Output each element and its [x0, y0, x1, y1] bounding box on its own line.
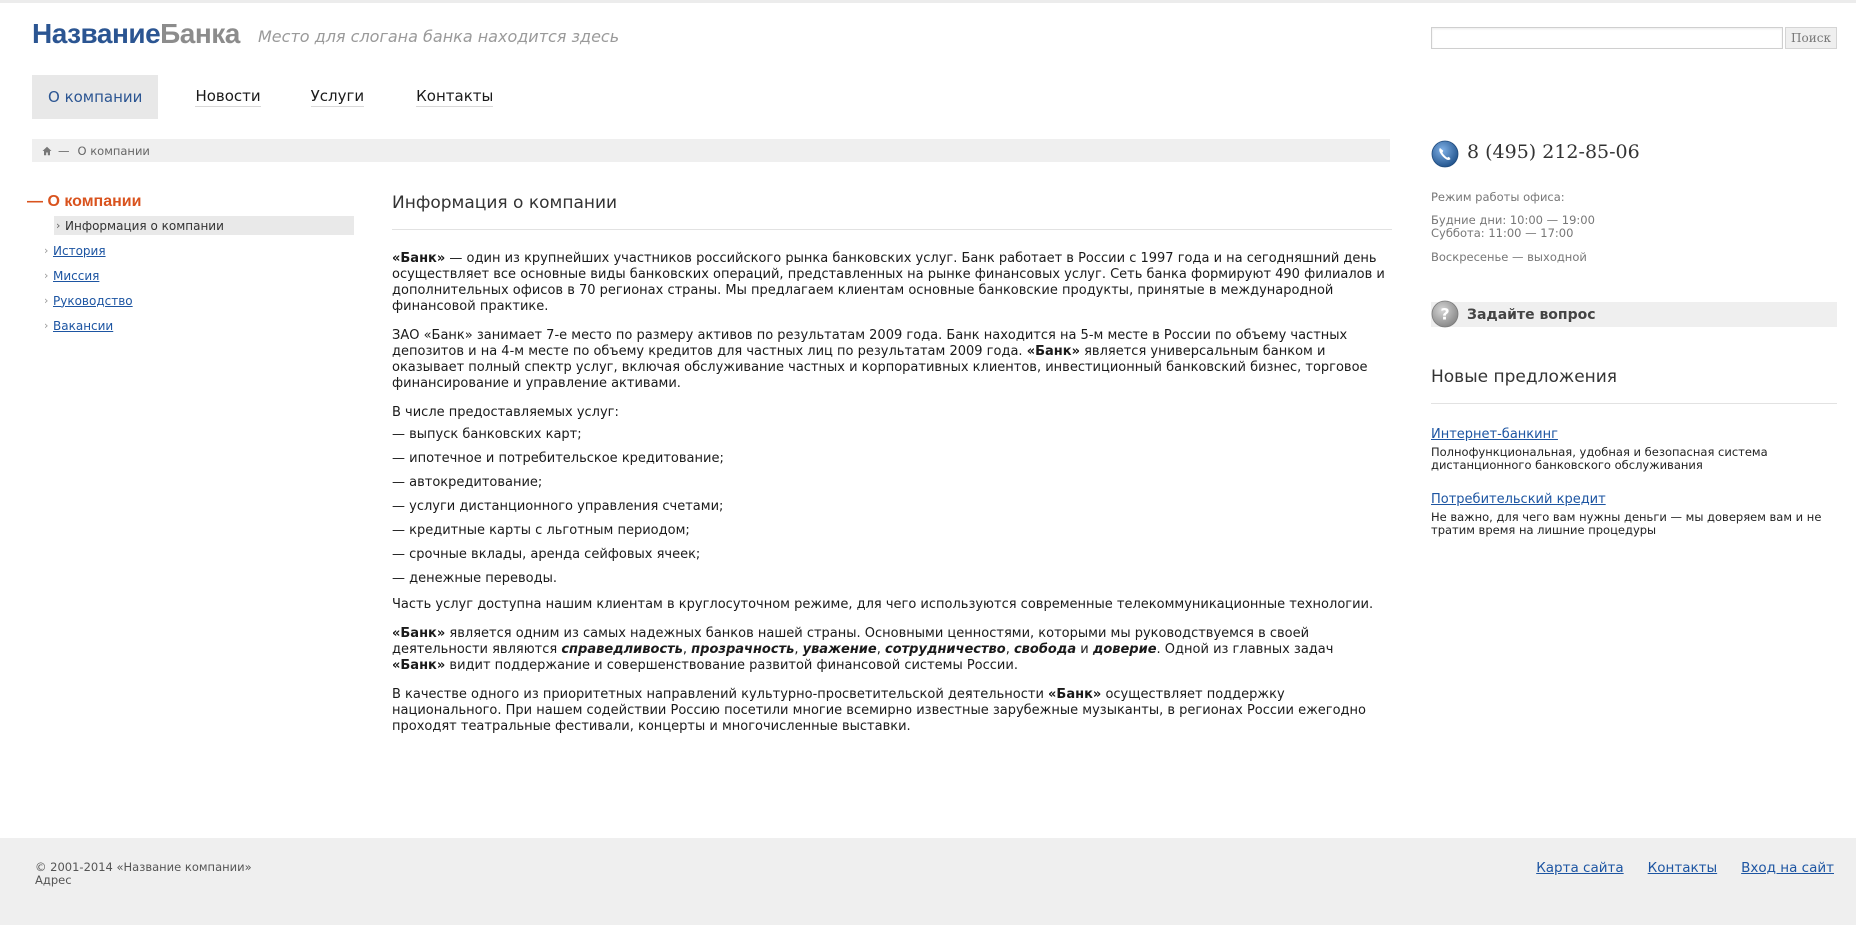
comma: ,	[794, 642, 803, 657]
copyright	[35, 861, 252, 887]
sidebar-item-label[interactable]: Вакансии	[53, 318, 114, 333]
breadcrumb-separator: —	[58, 143, 70, 158]
service-item: — услуги дистанционного управления счетами;	[392, 499, 724, 514]
sidebar-item-label[interactable]: История	[53, 243, 106, 258]
offer-item	[1431, 492, 1837, 537]
hours-weekdays: Будние дни: 10:00 — 19:00	[1431, 213, 1595, 227]
offer-description: Полнофункциональная, удобная и безопасная система дистанционного банковского обслуживания	[1431, 445, 1768, 472]
offer-item	[1431, 427, 1837, 472]
chevron-right-icon: ›	[44, 294, 49, 307]
sidebar-item-history[interactable]	[44, 241, 354, 260]
paragraph-24h: Часть услуг доступна нашим клиентам в круглосуточном режиме, для чего используются современные телекоммуникационные технологии.	[392, 597, 1374, 612]
bank-name-bold: «Банк»	[392, 658, 446, 673]
chevron-right-icon: ›	[56, 219, 61, 232]
comma: ,	[1005, 642, 1014, 657]
paragraph-intro	[392, 251, 1387, 315]
offer-description: Не важно, для чего вам нужны деньги — мы доверяем вам и не тратим время на лишние процедуры	[1431, 510, 1822, 537]
sidebar-item-label[interactable]: Руководство	[53, 293, 133, 308]
svg-text:?: ?	[1440, 304, 1450, 323]
nav-item-label: Новости	[195, 87, 261, 105]
phone-icon	[1431, 140, 1459, 168]
sidebar-item-management[interactable]	[44, 291, 354, 310]
offer-link-consumer-credit[interactable]: Потребительский кредит	[1431, 492, 1606, 507]
home-icon[interactable]	[42, 146, 52, 156]
breadcrumb	[32, 139, 1390, 162]
service-item: — выпуск банковских карт;	[392, 427, 582, 442]
chevron-right-icon: ›	[44, 244, 49, 257]
bank-logo[interactable]	[32, 18, 240, 50]
bank-name-bold: «Банк»	[392, 626, 446, 641]
search-button[interactable]: Поиск	[1785, 27, 1837, 49]
nav-item-label: Контакты	[416, 87, 494, 105]
paragraph-text: В качестве одного из приоритетных направлений культурно-просветительской деятельности	[392, 687, 1049, 702]
sidebar-menu	[44, 216, 354, 341]
footer-links	[1536, 860, 1834, 876]
nav-item-news[interactable]	[195, 75, 260, 119]
footer-address: Адрес	[35, 873, 72, 887]
footer-link-contacts[interactable]: Контакты	[1647, 860, 1718, 876]
top-border	[0, 0, 1856, 3]
service-item: — кредитные карты с льготным периодом;	[392, 523, 690, 538]
value-cooperation: сотрудничество	[885, 642, 1006, 657]
logo-part-2: Банка	[160, 18, 240, 49]
service-item: — автокредитование;	[392, 475, 543, 490]
chevron-right-icon: ›	[44, 269, 49, 282]
ask-question-button[interactable]	[1431, 302, 1837, 327]
service-item: — срочные вклады, аренда сейфовых ячеек;	[392, 547, 701, 562]
nav-item-contacts[interactable]	[416, 75, 493, 119]
service-item: — ипотечное и потребительское кредитование;	[392, 451, 724, 466]
bank-name-bold: «Банк»	[1026, 344, 1080, 359]
service-item: — денежные переводы.	[392, 571, 557, 586]
services-intro: В числе предоставляемых услуг:	[392, 405, 619, 420]
bank-name-bold: «Банк»	[392, 251, 446, 266]
phone-number: 8 (495) 212-85-06	[1467, 141, 1640, 163]
footer-link-sitemap[interactable]: Карта сайта	[1536, 860, 1624, 876]
office-hours-title: Режим работы офиса:	[1431, 190, 1565, 204]
hours-saturday: Суббота: 11:00 — 17:00	[1431, 226, 1574, 240]
main-nav	[32, 75, 493, 119]
logo-part-1: Название	[32, 18, 161, 49]
sidebar-item-info[interactable]	[54, 216, 354, 235]
paragraph-text: видит поддержание и совершенствование развитой финансовой системы России.	[445, 658, 1018, 673]
page-title: Информация о компании	[392, 193, 1392, 230]
sidebar-item-label[interactable]: Миссия	[53, 268, 100, 283]
comma: ,	[876, 642, 885, 657]
paragraph-text: является одним из самых надежных банков нашей страны. Основными ценностями, которыми мы руководствуемся в своей деятельности являются	[392, 626, 1310, 657]
paragraph-values	[392, 626, 1387, 674]
value-transparency: прозрачность	[691, 642, 795, 657]
value-justice: справедливость	[561, 642, 683, 657]
paragraph-text: — один из крупнейших участников российского рынка банковских услуг. Банк работает в России с 1997 года и на сегодняшний день осуществляет все основные виды банковских операций, представленных на рынке финансовых услуг. Сеть банка формируют 490 филиалов и дополнительных офисов в 70 регионах страны. Мы предлагаем клиентам основные банковские продукты, принятые в международной финансовой практике.	[392, 251, 1385, 314]
nav-item-label: О компании	[48, 87, 143, 106]
nav-item-services[interactable]	[311, 75, 364, 119]
paragraph-culture	[392, 687, 1387, 735]
nav-item-about[interactable]	[32, 75, 158, 119]
paragraph-ranking	[392, 328, 1387, 392]
footer-link-login[interactable]: Вход на сайт	[1741, 860, 1834, 876]
offer-link-internet-banking[interactable]: Интернет-банкинг	[1431, 427, 1558, 442]
comma: ,	[682, 642, 692, 657]
office-hours-sunday: Воскресенье — выходной	[1431, 250, 1587, 264]
paragraph-text: осуществляет поддержку национального. При нашем содействии Россию посетили многие всемирно известные зарубежные музыканты, в регионах России ежегодно проходят театральные фестивали, концерты и многочисленные выставки.	[392, 687, 1366, 734]
new-offers-title: Новые предложения	[1431, 367, 1837, 404]
value-trust: доверие	[1092, 642, 1157, 657]
paragraph-text: является универсальным банком и оказывает полный спектр услуг, включая обслуживание частных и корпоративных клиентов, инвестиционный банковский бизнес, торговое финансирование и управление активами.	[392, 344, 1368, 391]
services-list	[392, 427, 1392, 587]
value-respect: уважение	[802, 642, 877, 657]
paragraph-text: ЗАО «Банк» занимает 7-е место по размеру активов по результатам 2009 года. Банк находится на 5-м месте в России по объему частных депозитов и на 4-м месте по объему кредитов для частных лиц по результатам 2009 года.	[392, 328, 1348, 359]
paragraph-text: . Одной из главных задач	[1156, 642, 1334, 657]
sidebar-item-label[interactable]: Информация о компании	[65, 218, 224, 233]
question-icon	[1431, 300, 1459, 328]
breadcrumb-current: О компании	[77, 143, 150, 158]
sidebar-item-mission[interactable]	[44, 266, 354, 285]
office-hours-weekdays	[1431, 214, 1595, 240]
slogan: Место для слогана банка находится здесь	[258, 27, 620, 46]
value-freedom: свобода	[1013, 642, 1077, 657]
ask-question-label: Задайте вопрос	[1467, 306, 1596, 323]
conjunction: и	[1076, 642, 1093, 657]
search-input[interactable]	[1431, 27, 1783, 49]
bank-name-bold: «Банк»	[1048, 687, 1102, 702]
sidebar-item-vacancies[interactable]	[44, 316, 354, 335]
copyright-text: © 2001-2014 «Название компании»	[35, 860, 252, 874]
footer	[0, 838, 1856, 925]
sidebar-title[interactable]: — О компании	[27, 193, 142, 210]
main-content	[392, 193, 1392, 748]
chevron-right-icon: ›	[44, 319, 49, 332]
nav-item-label: Услуги	[310, 87, 365, 105]
